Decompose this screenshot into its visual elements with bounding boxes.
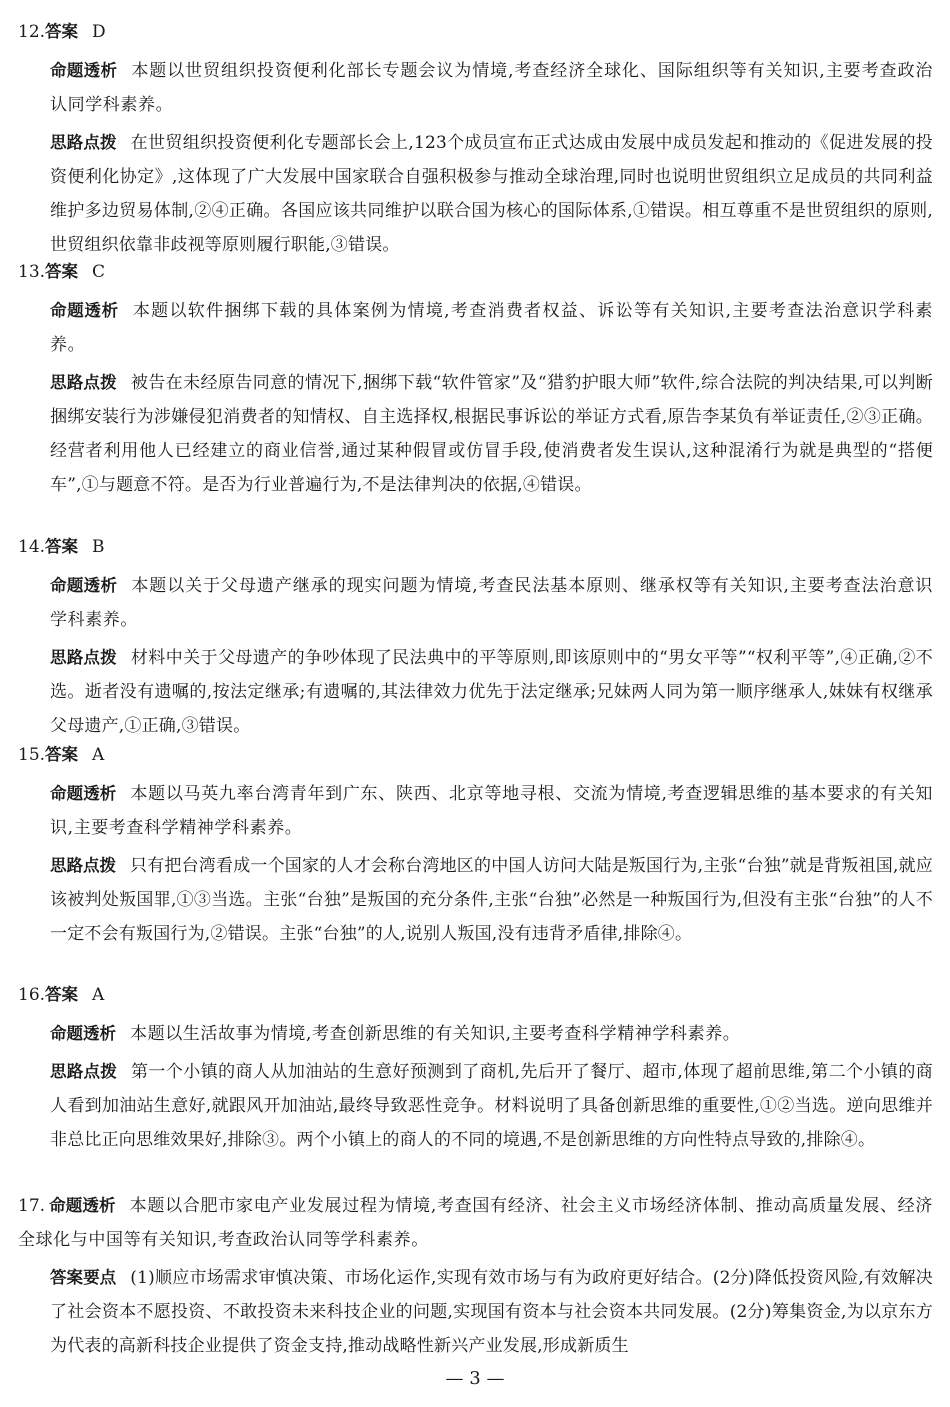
- question-header: [18, 535, 933, 559]
- analysis-text: 本题以世贸组织投资便利化部长专题会议为情境,考查经济全球化、国际组织等有关知识,主要考查政治认同学科素养。: [50, 61, 934, 115]
- page-number: — 3 —: [445, 1368, 505, 1389]
- analysis-paragraph: [50, 294, 933, 362]
- analysis-paragraph: [50, 54, 933, 122]
- answer-label: 答案: [45, 22, 79, 41]
- question-number: 17.: [18, 1196, 46, 1216]
- hint-label: 思路点拨: [50, 133, 117, 152]
- analysis-text: 本题以关于父母遗产继承的现实问题为情境,考查民法基本原则、继承权等有关知识,主要考查法治意识学科素养。: [50, 576, 934, 630]
- answer-points-label: 答案要点: [50, 1268, 117, 1287]
- question-13: [18, 260, 933, 502]
- analysis-label: 命题透析: [50, 784, 117, 803]
- hint-label: 思路点拨: [50, 856, 116, 875]
- question-14: [18, 535, 933, 743]
- answer-label: 答案: [45, 262, 79, 281]
- question-number: 16.: [18, 985, 46, 1005]
- question-header: [18, 743, 933, 767]
- analysis-label: 命题透析: [50, 301, 119, 320]
- question-number: 12.: [18, 22, 46, 42]
- question-header: [18, 20, 933, 44]
- hint-paragraph: [50, 126, 933, 262]
- question-number: 13.: [18, 262, 46, 282]
- answer-value: B: [92, 537, 105, 557]
- analysis-paragraph: [50, 569, 933, 637]
- question-12: [18, 20, 933, 262]
- analysis-paragraph: [50, 1017, 933, 1051]
- answer-points-text: (1)顺应市场需求审慎决策、市场化运作,实现有效市场与有为政府更好结合。(2分)降低投资风险,有效解决了社会资本不愿投资、不敢投资未来科技企业的问题,实现国有资本与社会资本共同发展。(2分)筹集资金,为以京东方为代表的高新科技企业提供了资金支持,推动战略性新兴产业发展,形成新质生: [50, 1268, 934, 1356]
- answer-value: D: [92, 22, 106, 42]
- question-15: [18, 743, 933, 951]
- hint-text: 只有把台湾看成一个国家的人才会称台湾地区的中国人访问大陆是叛国行为,主张“台独”就是背叛祖国,就应该被判处叛国罪,①③当选。主张“台独”是叛国的充分条件,主张“台独”必然是一种叛国行为,但没有主张“台独”的人不一定不会有叛国行为,②错误。主张“台独”的人,说别人叛国,没有违背矛盾律,排除④。: [50, 856, 933, 944]
- answer-label: 答案: [45, 745, 79, 764]
- question-16: [18, 983, 933, 1157]
- hint-paragraph: [50, 641, 933, 743]
- analysis-text: 本题以软件捆绑下载的具体案例为情境,考查消费者权益、诉讼等有关知识,主要考查法治意识学科素养。: [50, 301, 934, 355]
- answer-value: A: [92, 745, 105, 765]
- hint-label: 思路点拨: [50, 1062, 117, 1081]
- analysis-label: 命题透析: [49, 1196, 116, 1215]
- answer-label: 答案: [45, 985, 79, 1004]
- hint-text: 被告在未经原告同意的情况下,捆绑下载“软件管家”及“猎豹护眼大师”软件,综合法院的判决结果,可以判断捆绑安装行为涉嫌侵犯消费者的知情权、自主选择权,根据民事诉讼的举证方式看,原告李某负有举证责任,②③正确。经营者利用他人已经建立的商业信誉,通过某种假冒或仿冒手段,使消费者发生误认,这种混淆行为就是典型的“搭便车”,①与题意不符。是否为行业普遍行为,不是法律判决的依据,④错误。: [50, 373, 934, 495]
- hint-text: 材料中关于父母遗产的争吵体现了民法典中的平等原则,即该原则中的“男女平等”“权利平等”,④正确,②不选。逝者没有遗嘱的,按法定继承;有遗嘱的,其法律效力优先于法定继承;兄妹两人同为第一顺序继承人,妹妹有权继承父母遗产,①正确,③错误。: [50, 648, 933, 736]
- analysis-paragraph: [18, 1189, 933, 1257]
- hint-text: 在世贸组织投资便利化专题部长会上,123个成员宣布正式达成由发展中成员发起和推动的《促进发展的投资便利化协定》,这体现了广大发展中国家联合自强积极参与推动全球治理,同时也说明世贸组织立足成员的共同利益维护多边贸易体制,②④正确。各国应该共同维护以联合国为核心的国际体系,①错误。相互尊重不是世贸组织的原则,世贸组织依靠非歧视等原则履行职能,③错误。: [50, 133, 934, 255]
- hint-paragraph: [50, 366, 933, 502]
- analysis-paragraph: [50, 777, 933, 845]
- hint-text: 第一个小镇的商人从加油站的生意好预测到了商机,先后开了餐厅、超市,体现了超前思维,第二个小镇的商人看到加油站生意好,就跟风开加油站,最终导致恶性竞争。材料说明了具备创新思维的重要性,①②当选。逆向思维并非总比正向思维效果好,排除③。两个小镇上的商人的不同的境遇,不是创新思维的方向性特点导致的,排除④。: [50, 1062, 934, 1150]
- analysis-text: 本题以生活故事为情境,考查创新思维的有关知识,主要考查科学精神学科素养。: [130, 1024, 741, 1044]
- answer-value: A: [92, 985, 105, 1005]
- hint-paragraph: [50, 1055, 933, 1157]
- question-17: [18, 1189, 933, 1363]
- question-header: [18, 260, 933, 284]
- analysis-label: 命题透析: [50, 1024, 116, 1043]
- analysis-label: 命题透析: [50, 61, 118, 80]
- hint-label: 思路点拨: [50, 648, 117, 667]
- hint-label: 思路点拨: [50, 373, 117, 392]
- answer-points-paragraph: [50, 1261, 933, 1363]
- analysis-text: 本题以合肥市家电产业发展过程为情境,考查国有经济、社会主义市场经济体制、推动高质量发展、经济全球化与中国等有关知识,考查政治认同等学科素养。: [18, 1196, 933, 1250]
- answer-label: 答案: [45, 537, 79, 556]
- question-number: 15.: [18, 745, 46, 765]
- analysis-text: 本题以马英九率台湾青年到广东、陕西、北京等地寻根、交流为情境,考查逻辑思维的基本要求的有关知识,主要考查科学精神学科素养。: [50, 784, 934, 838]
- analysis-label: 命题透析: [50, 576, 118, 595]
- answer-value: C: [92, 262, 106, 282]
- question-header: [18, 983, 933, 1007]
- hint-paragraph: [50, 849, 933, 951]
- question-number: 14.: [18, 537, 46, 557]
